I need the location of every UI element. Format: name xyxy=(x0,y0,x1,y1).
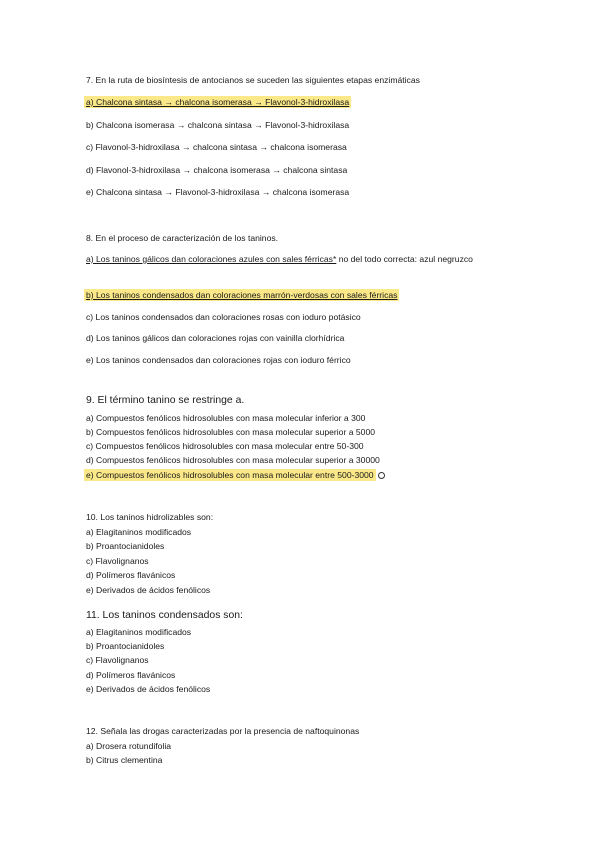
q8-option-c: c) Los taninos condensados dan coloraciones rosas con ioduro potásico xyxy=(86,312,361,322)
question-11: 11. Los taninos condensados son: xyxy=(86,610,243,621)
q11-option-a: a) Elagitaninos modificados xyxy=(86,627,192,637)
question-9: 9. El término tanino se restringe a. xyxy=(86,395,245,406)
cursor-circle-icon xyxy=(378,472,385,479)
question-8: 8. En el proceso de caracterización de los taninos. xyxy=(86,233,279,243)
q7-option-d: d) Flavonol-3-hidroxilasa → chalcona isomerasa → chalcona sintasa xyxy=(86,165,348,175)
question-12: 12. Señala las drogas caracterizadas por la presencia de naftoquinonas xyxy=(86,726,360,736)
q7-option-b: b) Chalcona isomerasa → chalcona sintasa → Flavonol-3-hidroxilasa xyxy=(86,120,350,130)
q11-option-b: b) Proantocianidoles xyxy=(86,641,165,651)
q12-option-b: b) Citrus clementina xyxy=(86,755,163,765)
q8-option-d: d) Los taninos gálicos dan coloraciones rojas con vainilla clorhídrica xyxy=(86,333,345,343)
q9-option-b: b) Compuestos fenólicos hidrosolubles con masa molecular superior a 5000 xyxy=(86,427,375,437)
q9-option-e-highlight: e) Compuestos fenólicos hidrosolubles con masa molecular entre 500-3000 xyxy=(86,470,374,480)
q10-option-d: d) Polímeros flavánicos xyxy=(86,570,176,580)
q9-option-d: d) Compuestos fenólicos hidrosolubles con masa molecular superior a 30000 xyxy=(86,455,380,465)
q8-option-b xyxy=(86,289,399,301)
q10-option-c: c) Flavolignanos xyxy=(86,556,149,566)
q7-option-c: c) Flavonol-3-hidroxilasa → chalcona sintasa → chalcona isomerasa xyxy=(86,142,347,152)
q7-option-e: e) Chalcona sintasa → Flavonol-3-hidroxilasa → chalcona isomerasa xyxy=(86,187,350,197)
q11-option-c: c) Flavolignanos xyxy=(86,655,149,665)
q10-option-e: e) Derivados de ácidos fenólicos xyxy=(86,585,211,595)
q12-option-a: a) Drosera rotundifolia xyxy=(86,741,172,751)
question-10: 10. Los taninos hidrolizables son: xyxy=(86,512,214,522)
q7-option-a xyxy=(86,96,351,108)
q8-option-a xyxy=(86,253,506,266)
q9-option-c: c) Compuestos fenólicos hidrosolubles con masa molecular entre 50-300 xyxy=(86,441,364,451)
q10-option-a: a) Elagitaninos modificados xyxy=(86,527,192,537)
q11-option-e: e) Derivados de ácidos fenólicos xyxy=(86,684,211,694)
q7-option-a-highlight: a) Chalcona sintasa → chalcona isomerasa → Flavonol-3-hidroxilasa xyxy=(86,97,350,107)
q8-option-b-highlight: b) Los taninos condensados dan coloraciones marrón-verdosas con sales férricas xyxy=(86,290,398,300)
q8-option-a-underlined: a) Los taninos gálicos dan coloraciones azules con sales férricas* xyxy=(86,254,337,264)
q8-option-a-comment: no del todo correcta: azul negruzco xyxy=(336,254,473,264)
q11-option-d: d) Polímeros flavánicos xyxy=(86,670,176,680)
q10-option-b: b) Proantocianidoles xyxy=(86,541,165,551)
q9-option-a: a) Compuestos fenólicos hidrosolubles con masa molecular inferior a 300 xyxy=(86,413,366,423)
q8-option-e: e) Los taninos condensados dan coloraciones rojas con ioduro férrico xyxy=(86,355,351,365)
q9-option-e xyxy=(86,469,385,481)
question-7: 7. En la ruta de biosíntesis de antocianos se suceden las siguientes etapas enzimáticas xyxy=(86,75,420,85)
